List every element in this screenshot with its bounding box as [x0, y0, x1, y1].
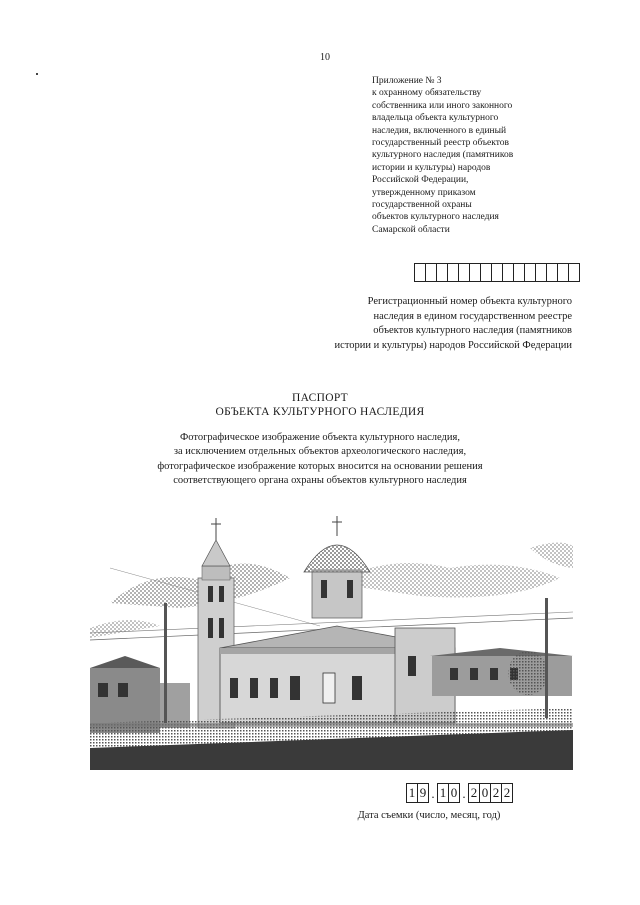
- date-year-digit: 2: [491, 783, 502, 803]
- date-day-digit: 9: [418, 783, 429, 803]
- appendix-header: [372, 75, 572, 236]
- reg-digit-box: [481, 263, 492, 282]
- reg-digit-box: [470, 263, 481, 282]
- description-line: за исключением отдельных объектов археологического наследия,: [173, 446, 467, 458]
- reg-digit-box: [503, 263, 514, 282]
- reg-digit-box: [437, 263, 448, 282]
- reg-digit-box: [426, 263, 437, 282]
- appendix-line: собственника или иного законного: [372, 100, 513, 111]
- reg-digit-box: [536, 263, 547, 282]
- appendix-line: объектов культурного наследия: [372, 212, 499, 223]
- appendix-line: государственной охраны: [372, 200, 472, 211]
- appendix-line: наследия, включенного в единый: [372, 125, 507, 136]
- reg-digit-box: [547, 263, 558, 282]
- description-line: соответствующего органа охраны объектов культурного наследия: [173, 475, 467, 487]
- scan-speck: [36, 73, 38, 75]
- appendix-line: Российской Федерации,: [372, 175, 469, 186]
- reg-digit-box: [525, 263, 536, 282]
- reg-digit-box: [492, 263, 503, 282]
- reg-digit-box: [414, 263, 426, 282]
- description-line: Фотографическое изображение объекта культурного наследия,: [180, 432, 460, 443]
- photo-description: [110, 431, 530, 489]
- reg-label-line: истории и культуры) народов Российской Федерации: [334, 339, 572, 351]
- church-photograph: [90, 508, 573, 770]
- document-subtitle: ОБЪЕКТА КУЛЬТУРНОГО НАСЛЕДИЯ: [215, 406, 425, 418]
- appendix-line: к охранному обязательству: [372, 88, 482, 99]
- reg-label-line: объектов культурного наследия (памятников: [373, 325, 572, 337]
- page-number: 10: [320, 52, 330, 63]
- date-separator: .: [462, 786, 466, 801]
- description-line: фотографическое изображение которых вносится на основании решения: [157, 460, 483, 472]
- registration-number-label: [290, 295, 572, 353]
- date-day-digit: 1: [406, 783, 418, 803]
- reg-label-line: наследия в едином государственном реестре: [373, 310, 572, 322]
- appendix-line: культурного наследия (памятников: [372, 150, 514, 161]
- date-month-digit: 0: [449, 783, 460, 803]
- date-month-digit: 1: [437, 783, 449, 803]
- reg-digit-box: [514, 263, 525, 282]
- appendix-line: Самарской области: [372, 224, 450, 235]
- appendix-line: государственный реестр объектов: [372, 138, 509, 149]
- photo-date-label: Дата съемки (число, месяц, год): [357, 810, 501, 821]
- reg-digit-box: [558, 263, 569, 282]
- document-title: ПАСПОРТ: [292, 392, 348, 404]
- reg-digit-box: [459, 263, 470, 282]
- date-year-digit: 2: [468, 783, 480, 803]
- reg-digit-box: [569, 263, 580, 282]
- photo-date-boxes: [406, 783, 513, 803]
- appendix-line: истории и культуры) народов: [372, 162, 491, 173]
- reg-label-line: Регистрационный номер объекта культурного: [367, 296, 572, 307]
- reg-digit-box: [448, 263, 459, 282]
- appendix-line: владельца объекта культурного: [372, 113, 499, 124]
- date-year-digit: 0: [480, 783, 491, 803]
- appendix-line: Приложение № 3: [372, 76, 442, 86]
- date-year-digit: 2: [502, 783, 513, 803]
- registration-number-boxes: [414, 263, 580, 282]
- appendix-line: утвержденному приказом: [372, 187, 476, 198]
- date-separator: .: [431, 786, 435, 801]
